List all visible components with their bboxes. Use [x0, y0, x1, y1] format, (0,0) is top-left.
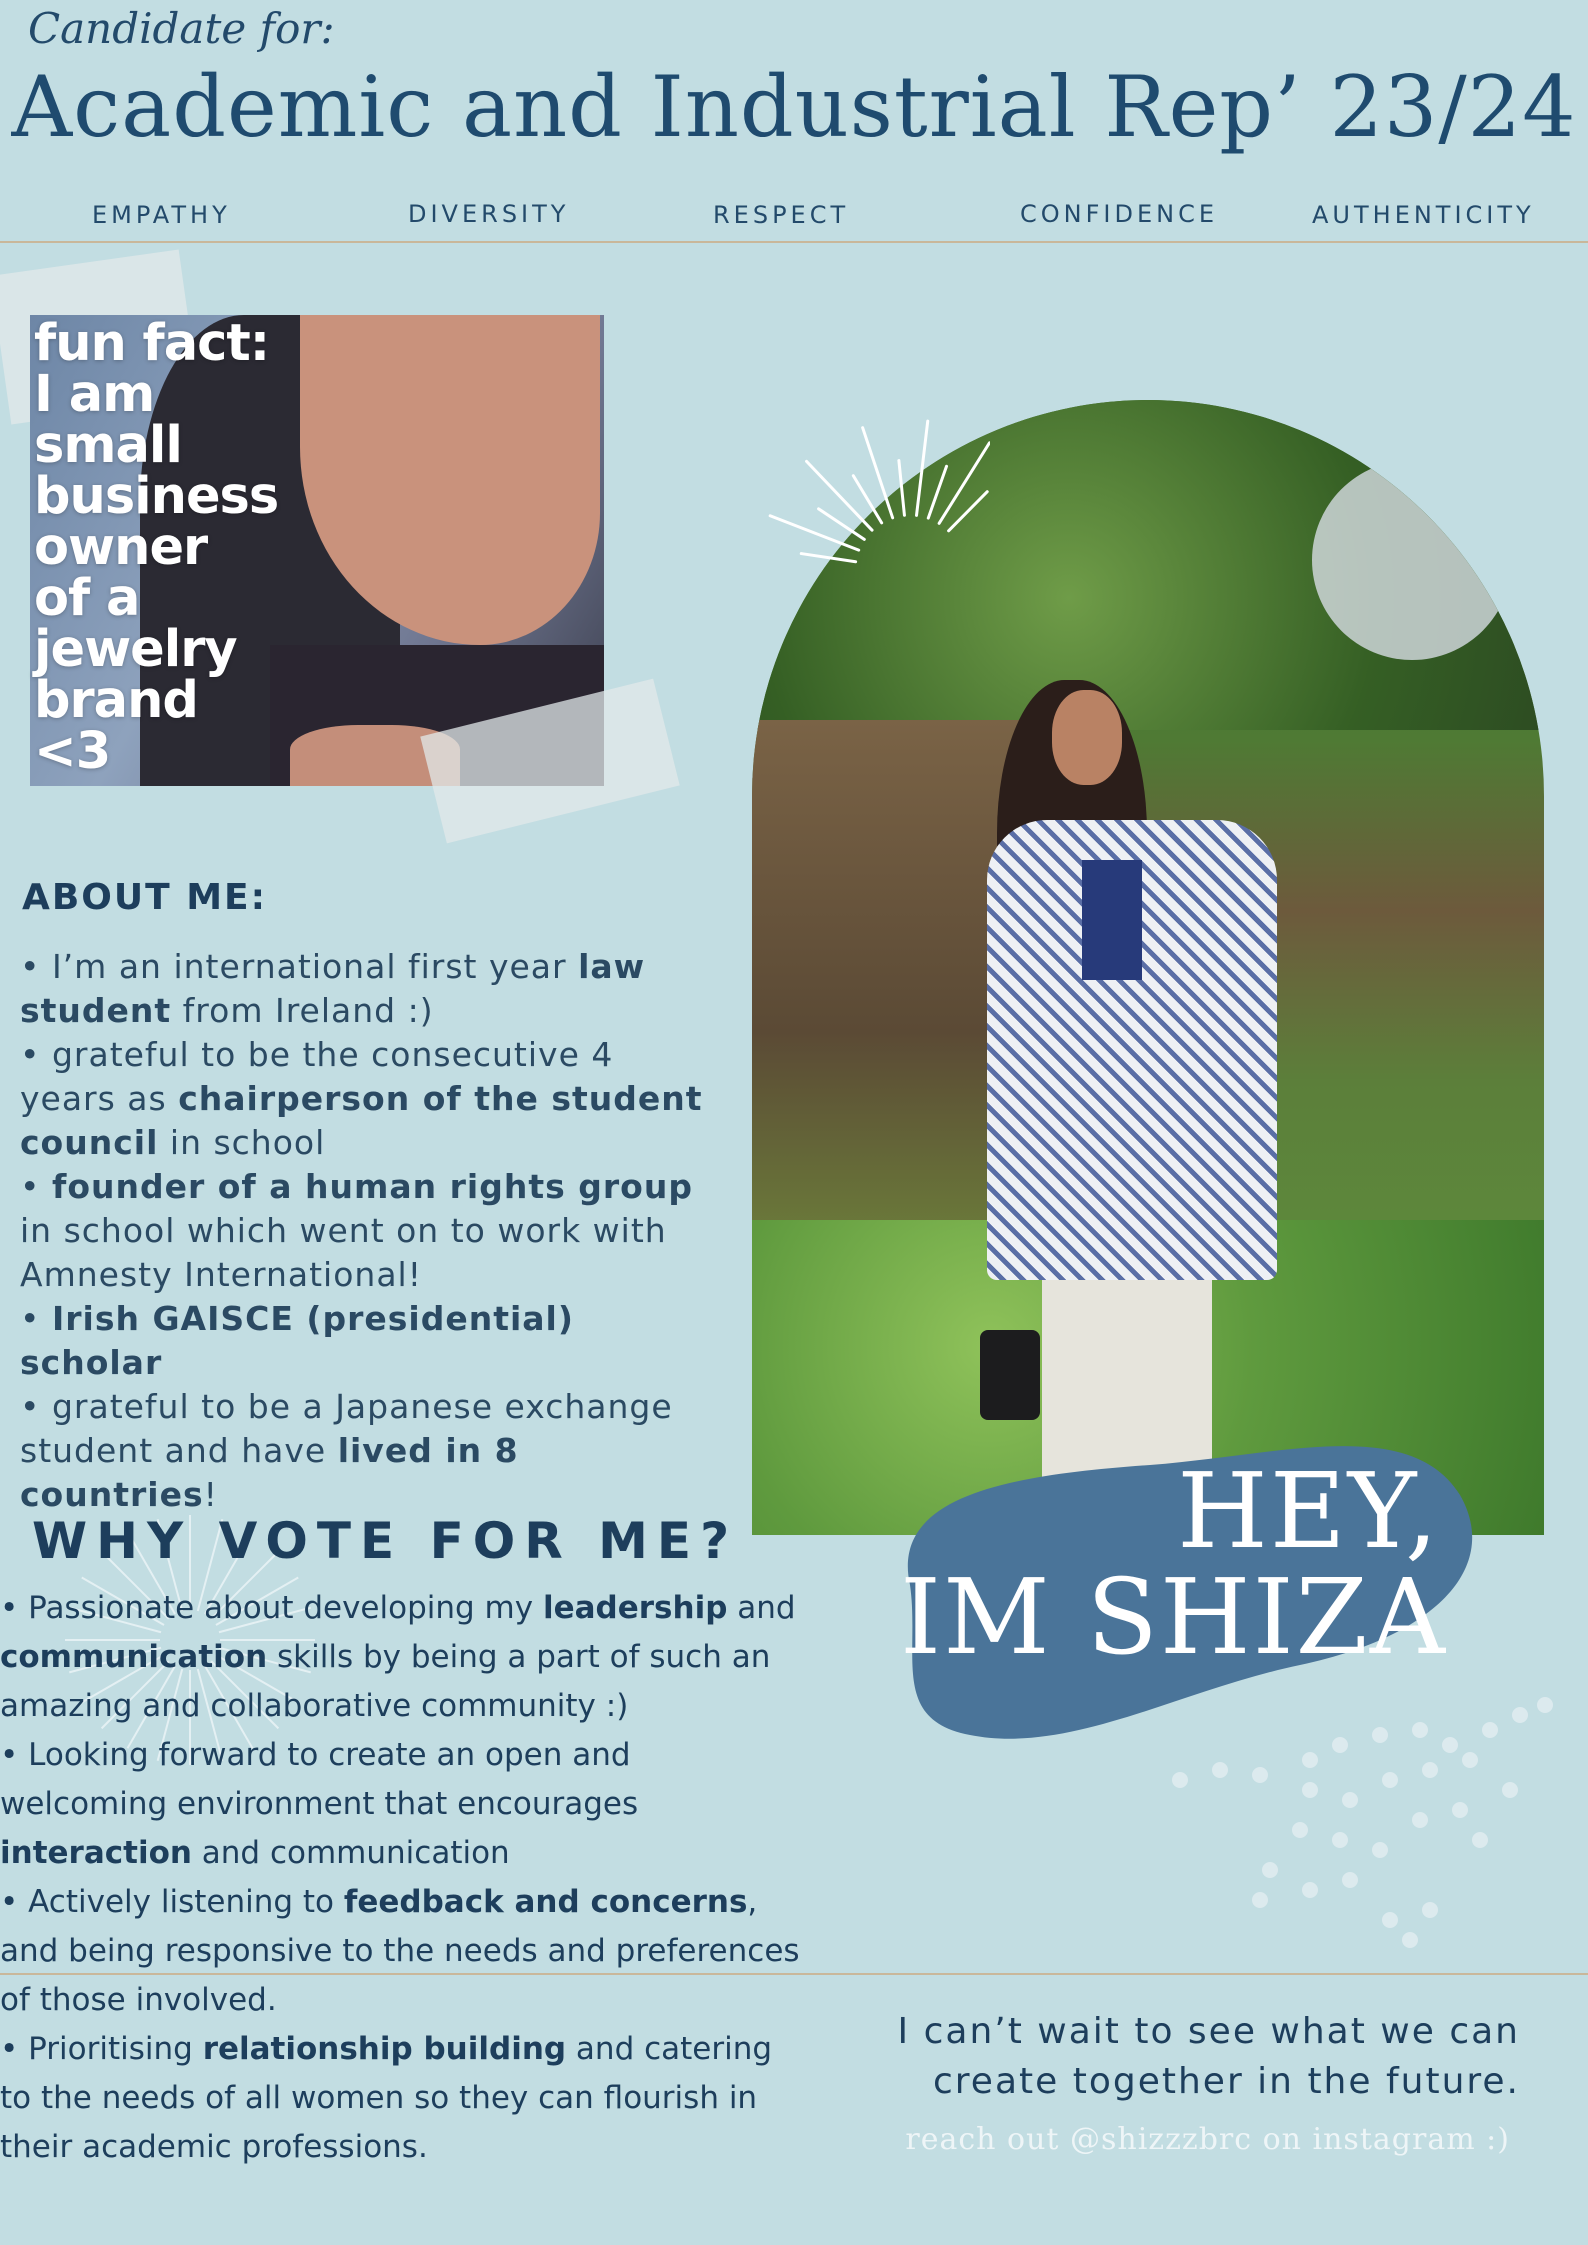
list-item	[20, 1297, 720, 1385]
bold-text: interaction	[0, 1835, 192, 1871]
fun-fact-line: <3	[34, 722, 111, 781]
decoration-dot	[1212, 1762, 1228, 1778]
value-confidence: CONFIDENCE	[1020, 200, 1219, 228]
decoration-dot	[1342, 1792, 1358, 1808]
decoration-dot	[1512, 1707, 1528, 1723]
decoration-dot	[1382, 1912, 1398, 1928]
decoration-dot	[1252, 1892, 1268, 1908]
about-list	[20, 945, 720, 1517]
closing-line-2: create together in the future.	[933, 2061, 1520, 2102]
sunburst-ray	[863, 428, 893, 518]
list-item	[0, 1731, 800, 1878]
text-run: skills by being a part of such an amazing and collaborative community :)	[0, 1639, 771, 1724]
closing-message	[840, 2007, 1520, 2107]
text-run: •	[20, 1167, 52, 1206]
text-run: !	[203, 1475, 218, 1514]
text-run: • Prioritising	[0, 2031, 203, 2067]
decoration-dot	[1292, 1822, 1308, 1838]
decoration-dot	[1502, 1782, 1518, 1798]
value-empathy: EMPATHY	[92, 201, 231, 229]
decoration-dot	[1472, 1832, 1488, 1848]
dots-decoration	[1150, 1690, 1570, 1950]
bold-text: relationship building	[202, 2031, 567, 2067]
fun-fact-line: I am	[34, 365, 155, 424]
decoration-dot	[1252, 1767, 1268, 1783]
greeting-text: HEY,	[1177, 1450, 1440, 1572]
decoration-dot	[1442, 1737, 1458, 1753]
fun-fact-text	[34, 314, 304, 781]
decoration-dot	[1412, 1812, 1428, 1828]
text-run: • grateful to be the consecutive 4 years as	[20, 1035, 614, 1118]
bold-text: law student	[20, 947, 646, 1030]
closing-line-1: I can’t wait to see what we can	[897, 2011, 1520, 2052]
sunburst-ray	[939, 443, 989, 524]
bold-text: lived in 8 countries	[20, 1431, 519, 1514]
candidate-label: Candidate for:	[28, 4, 335, 53]
decoration-dot	[1452, 1802, 1468, 1818]
text-run: • I’m an international first year	[20, 947, 579, 986]
fun-fact-line: of a	[34, 569, 140, 628]
decoration-dot	[1382, 1772, 1398, 1788]
decoration-dot	[1462, 1752, 1478, 1768]
text-run: • Passionate about developing my	[0, 1590, 543, 1626]
text-run: • grateful to be a Japanese exchange student and have	[20, 1387, 673, 1470]
decoration-dot	[1482, 1722, 1498, 1738]
why-vote-heading: WHY VOTE FOR ME?	[32, 1512, 739, 1570]
list-item	[0, 1878, 800, 2025]
value-diversity: DIVERSITY	[408, 200, 570, 228]
fun-fact-line: owner	[34, 518, 208, 577]
fun-fact-line: small	[34, 416, 182, 475]
decoration-dot	[1372, 1842, 1388, 1858]
fun-fact-line: business	[34, 467, 279, 526]
sunburst-ray	[770, 516, 859, 550]
value-authenticity: AUTHENTICITY	[1312, 201, 1535, 229]
sunburst-ray	[899, 461, 905, 516]
bold-text: feedback and concerns	[343, 1884, 748, 1920]
decoration-dot	[1422, 1762, 1438, 1778]
list-item	[0, 2025, 800, 2172]
bold-text: chairperson of the student council	[20, 1079, 703, 1162]
bold-text: leadership	[542, 1590, 728, 1626]
decoration-dot	[1262, 1862, 1278, 1878]
list-item	[0, 1584, 800, 1731]
decoration-dot	[1537, 1697, 1553, 1713]
decoration-dot	[1422, 1902, 1438, 1918]
fun-fact-line: jewelry	[34, 620, 237, 679]
list-item	[20, 1033, 720, 1165]
instagram-contact: reach out @shizzzbrc on instagram :)	[905, 2122, 1510, 2157]
text-run: , and being responsive to the needs and preferences of those involved.	[0, 1884, 800, 2018]
list-item	[20, 1165, 720, 1297]
decoration-dot	[1332, 1832, 1348, 1848]
sunburst-ray	[928, 466, 946, 518]
sunburst-ray	[917, 421, 928, 515]
sunburst-ray	[807, 461, 873, 530]
sunburst-decoration	[760, 380, 990, 580]
candidate-name: IM SHIZA	[900, 1556, 1448, 1678]
decoration-dot	[1412, 1722, 1428, 1738]
decoration-dot	[1402, 1932, 1418, 1948]
fun-fact-line: brand	[34, 671, 198, 730]
sunburst-ray	[801, 554, 855, 562]
decoration-dot	[1302, 1782, 1318, 1798]
decoration-dot	[1342, 1872, 1358, 1888]
footer-divider	[0, 1973, 1588, 1975]
text-run: • Looking forward to create an open and welcoming environment that encourages	[0, 1737, 639, 1822]
text-run: and communication	[191, 1835, 510, 1871]
text-run: in school which went on to work with Amnesty International!	[20, 1211, 667, 1294]
list-item	[20, 945, 720, 1033]
decoration-dot	[1302, 1752, 1318, 1768]
why-vote-list	[0, 1584, 800, 2172]
header-divider	[0, 241, 1588, 243]
decoration-dot	[1372, 1727, 1388, 1743]
fun-fact-line: fun fact:	[34, 314, 270, 373]
decoration-dot	[1332, 1737, 1348, 1753]
list-item	[20, 1385, 720, 1517]
bold-text: Irish GAISCE (presidential) scholar	[20, 1299, 574, 1382]
text-run: and	[727, 1590, 796, 1626]
decoration-dot	[1302, 1882, 1318, 1898]
text-run: from Ireland :)	[171, 991, 434, 1030]
about-heading: ABOUT ME:	[22, 877, 268, 918]
page-title: Academic and Industrial Rep’ 23/24	[11, 58, 1577, 156]
text-run: •	[20, 1299, 52, 1338]
decoration-dot	[1172, 1772, 1188, 1788]
text-run: and catering to the needs of all women so they can flourish in their academic professions.	[0, 2031, 773, 2165]
text-run: in school	[158, 1123, 326, 1162]
bold-text: founder of a human rights group	[51, 1167, 693, 1206]
text-run: • Actively listening to	[0, 1884, 344, 1920]
bold-text: communication	[0, 1639, 268, 1675]
value-respect: RESPECT	[713, 201, 850, 229]
